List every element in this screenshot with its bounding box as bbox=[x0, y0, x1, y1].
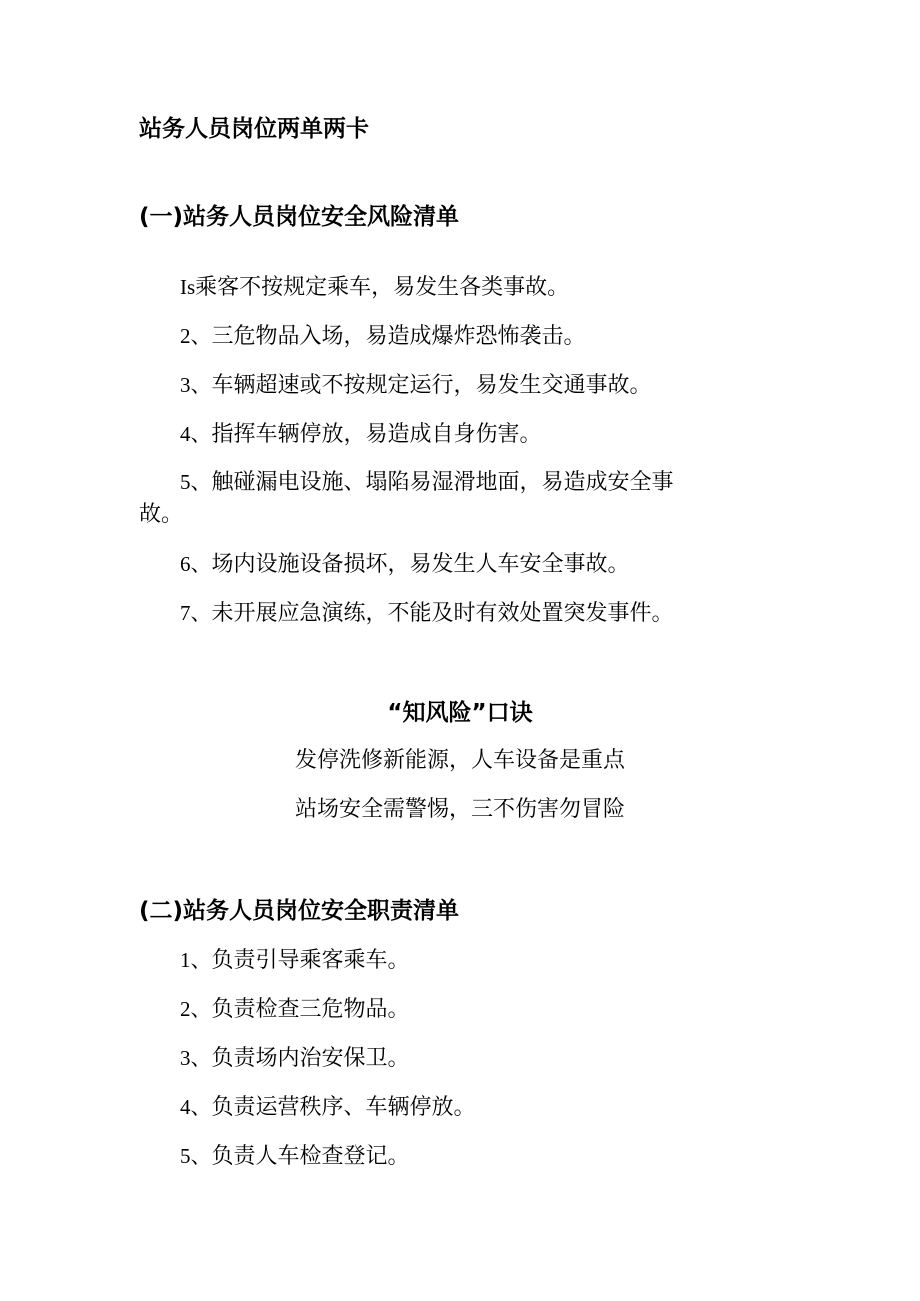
item-text: 触碰漏电设施、塌陷易湿滑地面，易造成安全事 bbox=[211, 470, 674, 495]
section1-heading: (一)站务人员岗位安全风险清单 bbox=[139, 204, 460, 230]
duty-item-2 bbox=[180, 994, 740, 1025]
item-number: 4、 bbox=[180, 422, 212, 446]
slogan-title: “知风险”口诀 bbox=[387, 700, 533, 726]
item-number: 1、 bbox=[180, 948, 212, 972]
item-number: 2、 bbox=[180, 997, 212, 1021]
item-text: 负责场内治安保卫。 bbox=[211, 1046, 410, 1071]
item-number: 3、 bbox=[180, 1046, 212, 1070]
duty-item-5 bbox=[180, 1141, 740, 1172]
item-text: 负责检查三危物品。 bbox=[211, 997, 410, 1022]
duty-item-1 bbox=[180, 945, 740, 976]
item-text: 负责运营秩序、车辆停放。 bbox=[211, 1095, 476, 1120]
risk-item-4 bbox=[180, 419, 740, 450]
item-text: 未开展应急演练，不能及时有效处置突发事件。 bbox=[211, 601, 674, 626]
risk-item-6 bbox=[180, 549, 740, 580]
item-text: 三危物品入场，易造成爆炸恐怖袭击。 bbox=[211, 324, 586, 349]
item-text: 车辆超速或不按规定运行，易发生交通事故。 bbox=[211, 373, 652, 398]
risk-item-5 bbox=[180, 467, 740, 498]
risk-item-7 bbox=[180, 598, 740, 629]
slogan-line-1: 发停洗修新能源，人车设备是重点 bbox=[294, 748, 625, 773]
document-title: 站务人员岗位两单两卡 bbox=[139, 116, 369, 142]
item-number: Is bbox=[180, 275, 196, 299]
item-number: 2、 bbox=[180, 324, 212, 348]
item-text: 乘客不按规定乘车，易发生各类事故。 bbox=[195, 275, 570, 300]
item-number: 7、 bbox=[180, 601, 212, 625]
risk-item-3 bbox=[180, 370, 740, 401]
slogan-line-2: 站场安全需警惕，三不伤害勿冒险 bbox=[294, 797, 625, 822]
item-number: 5、 bbox=[180, 1144, 212, 1168]
item-text: 负责引导乘客乘车。 bbox=[211, 948, 410, 973]
item-text: 负责人车检查登记。 bbox=[211, 1144, 410, 1169]
item-text: 场内设施设备损坏，易发生人车安全事故。 bbox=[211, 552, 630, 577]
duty-item-3 bbox=[180, 1043, 740, 1074]
risk-item-1 bbox=[180, 272, 740, 303]
item-number: 5、 bbox=[180, 470, 212, 494]
item-number: 3、 bbox=[180, 373, 212, 397]
risk-item-2 bbox=[180, 321, 740, 352]
item-number: 6、 bbox=[180, 552, 212, 576]
item-number: 4、 bbox=[180, 1095, 212, 1119]
risk-item-5-continuation: 故。 bbox=[139, 502, 184, 527]
item-text: 指挥车辆停放，易造成自身伤害。 bbox=[211, 422, 542, 447]
duty-item-4 bbox=[180, 1092, 740, 1123]
section2-heading: (二)站务人员岗位安全职责清单 bbox=[139, 898, 460, 924]
